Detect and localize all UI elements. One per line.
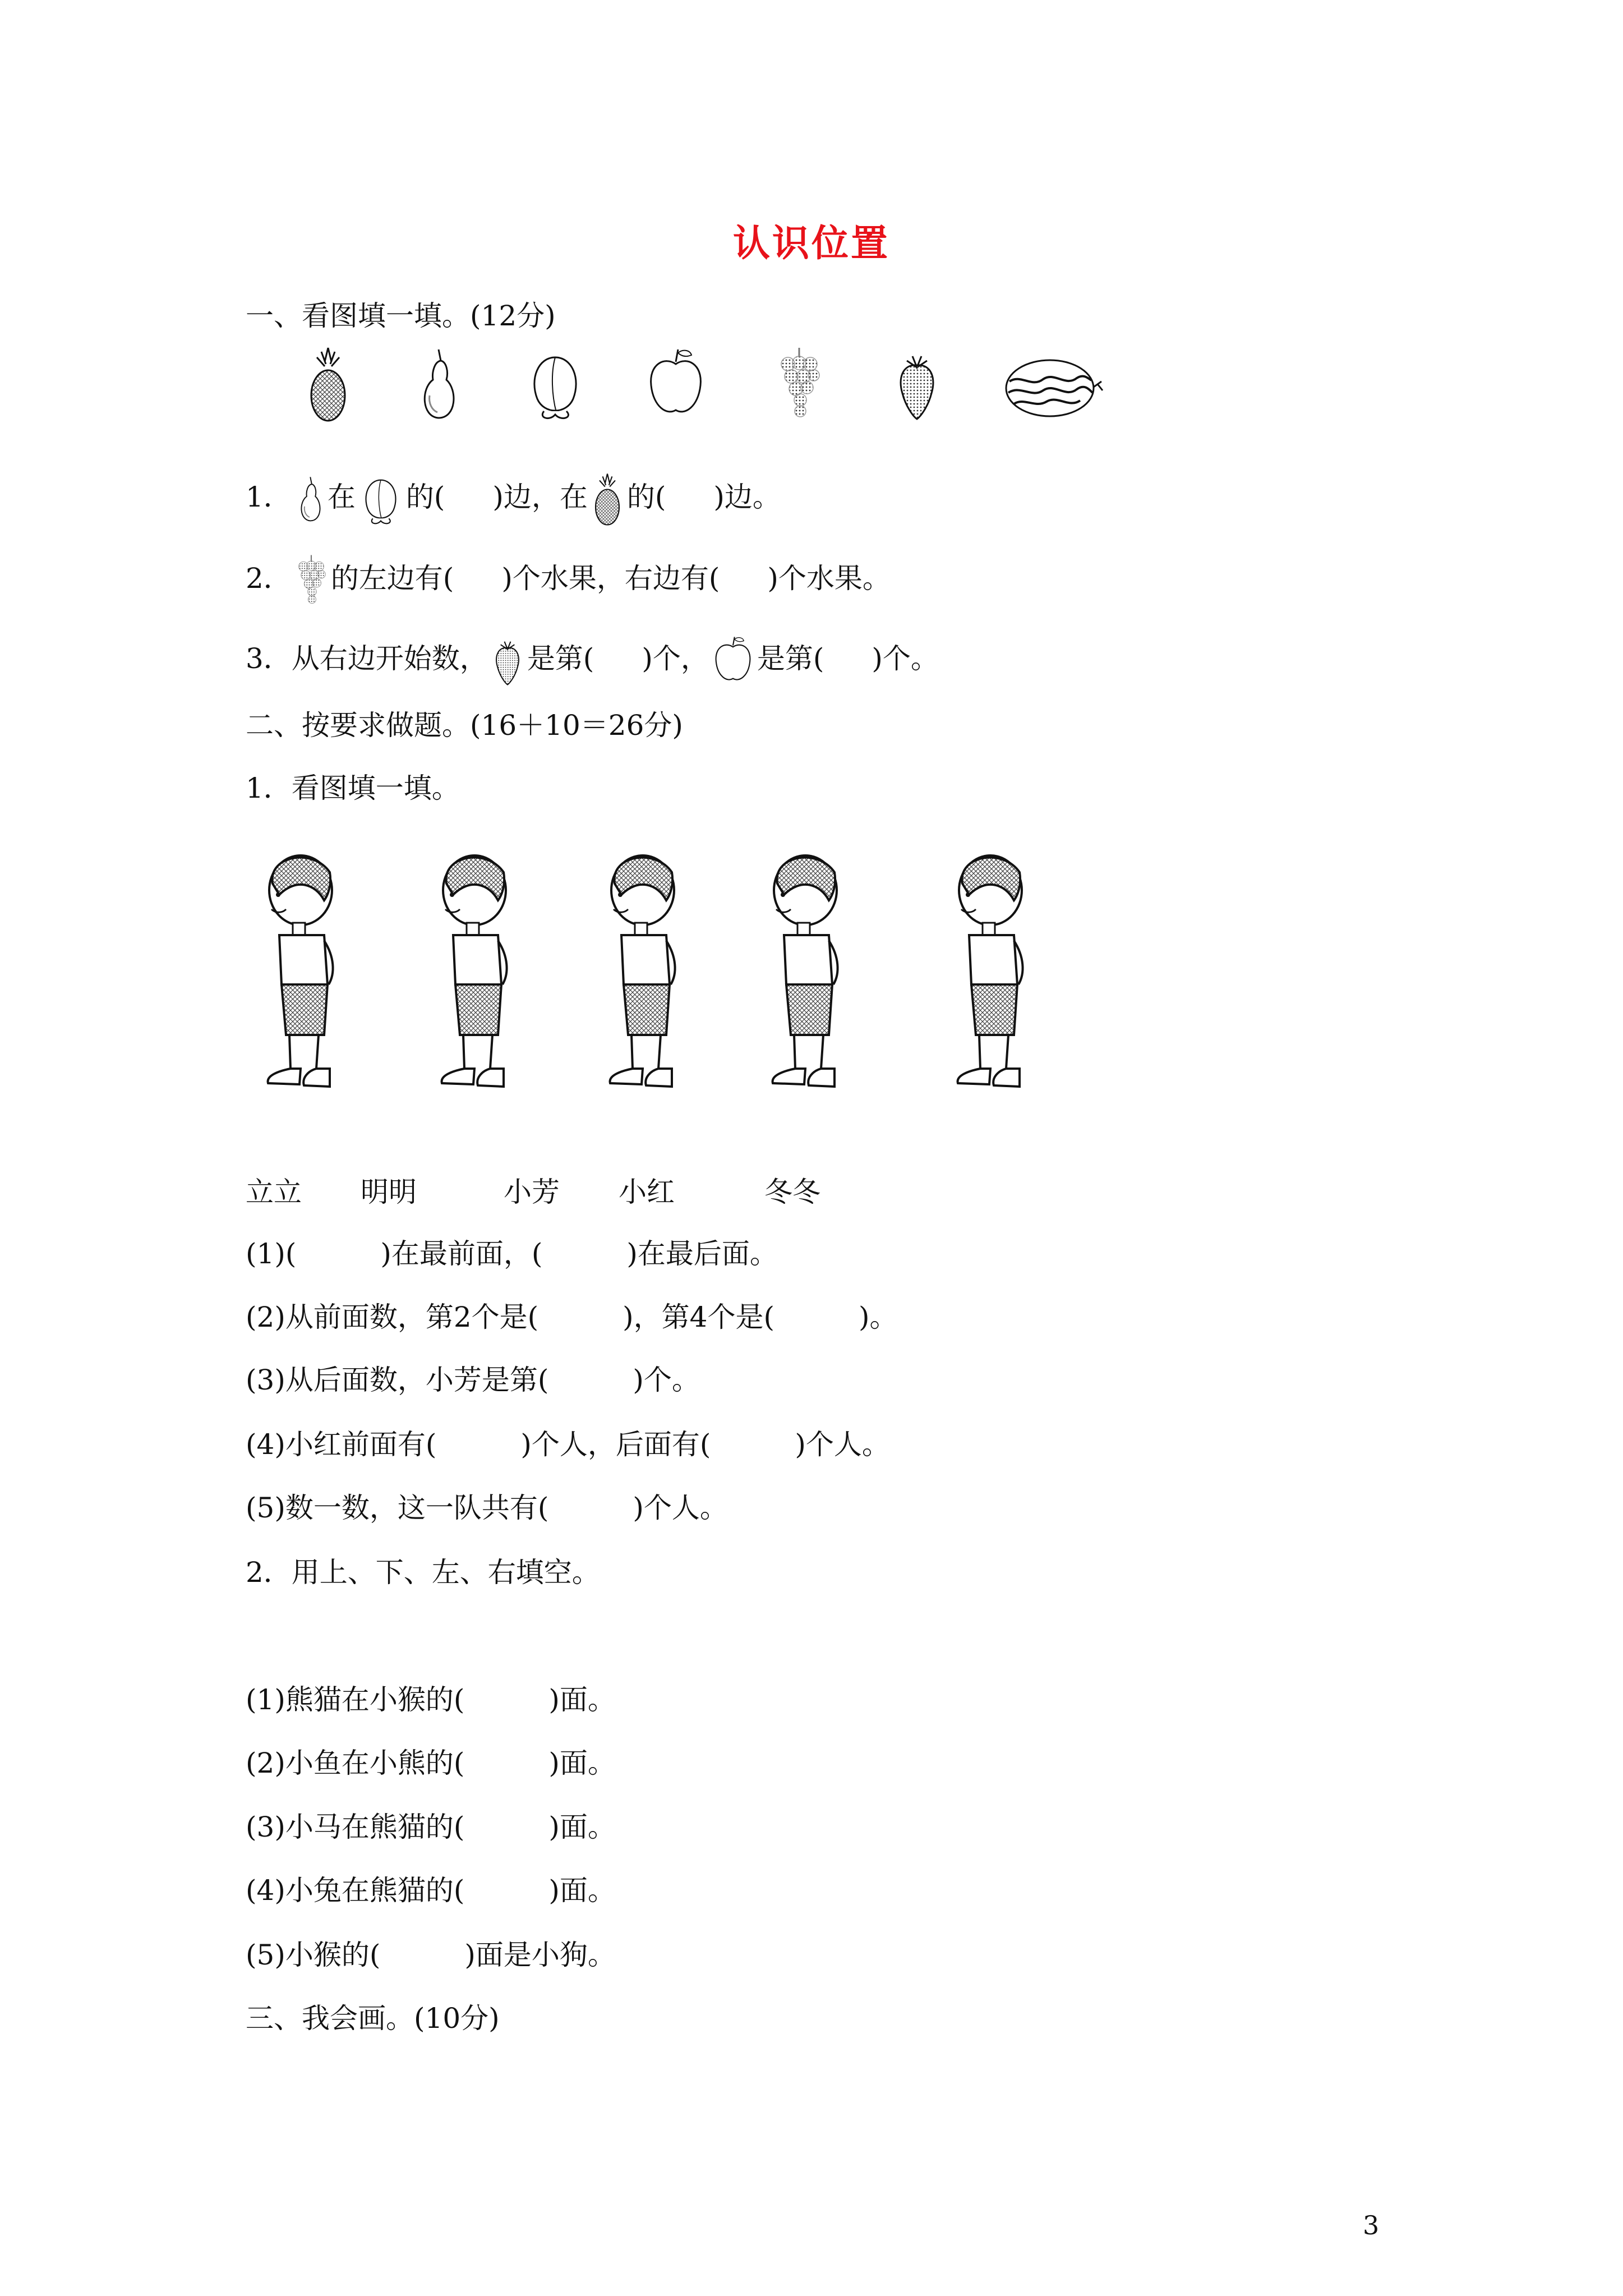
question-1-1: 1． 在 的( )边，在 的( )边。 bbox=[246, 471, 781, 527]
grapes-icon bbox=[771, 345, 827, 424]
question-2-1-4: (4)小红前面有( )个人，后面有( )个人。 bbox=[246, 1428, 890, 1461]
question-2-1-3: (3)从后面数，小芳是第( )个。 bbox=[246, 1364, 700, 1396]
name-label: 立立 bbox=[246, 1176, 302, 1208]
name-label: 明明 bbox=[361, 1176, 417, 1208]
grapes-icon bbox=[292, 553, 331, 609]
section2-heading: 二、按要求做题。(16＋10＝26分) bbox=[246, 709, 683, 742]
peach-icon bbox=[356, 471, 406, 527]
section3-heading: 三、我会画。(10分) bbox=[246, 2002, 500, 2035]
peach-icon bbox=[522, 345, 589, 424]
section1-heading: 一、看图填一填。(12分) bbox=[246, 300, 556, 332]
question-1-2: 2． 的左边有( )个水果，右边有( )个水果。 bbox=[246, 553, 891, 609]
question-2-2-3: (3)小马在熊猫的( )面。 bbox=[246, 1811, 616, 1843]
strawberry-icon bbox=[488, 634, 527, 688]
name-label: 冬冬 bbox=[764, 1176, 820, 1208]
apple-icon bbox=[709, 634, 757, 688]
pear-icon bbox=[292, 474, 328, 524]
part1-title: 1．看图填一填。 bbox=[246, 772, 460, 804]
kids-illustration bbox=[246, 844, 1087, 1147]
pear-icon bbox=[409, 345, 465, 424]
kid-xiaofang bbox=[588, 844, 700, 1102]
name-label: 小红 bbox=[619, 1176, 675, 1208]
kid-lili bbox=[246, 844, 358, 1102]
part2-title: 2．用上、下、左、右填空。 bbox=[246, 1556, 600, 1589]
kid-names bbox=[246, 1170, 1143, 1209]
pineapple-icon bbox=[588, 471, 627, 527]
question-2-2-4: (4)小兔在熊猫的( )面。 bbox=[246, 1874, 616, 1907]
kid-mingming bbox=[419, 844, 532, 1102]
question-2-2-1: (1)熊猫在小猴的( )面。 bbox=[246, 1683, 616, 1716]
watermelon-icon bbox=[1004, 353, 1105, 421]
kid-xiaohong bbox=[750, 844, 863, 1102]
fruit-row bbox=[300, 345, 1113, 440]
question-1-3: 3．从右边开始数， 是第( )个， 是第( )个。 bbox=[246, 634, 939, 688]
kid-dongdong bbox=[935, 844, 1048, 1102]
page-title: 认识位置 bbox=[733, 221, 890, 265]
question-2-2-5: (5)小猴的( )面是小狗。 bbox=[246, 1939, 616, 1971]
name-label: 小芳 bbox=[504, 1176, 560, 1208]
question-2-1-5: (5)数一数，这一队共有( )个人。 bbox=[246, 1492, 728, 1524]
strawberry-icon bbox=[889, 345, 945, 424]
question-2-1-2: (2)从前面数，第2个是( )，第4个是( )。 bbox=[246, 1301, 898, 1333]
pineapple-icon bbox=[300, 345, 356, 424]
question-2-1-1: (1)( )在最前面，( )在最后面。 bbox=[246, 1237, 778, 1270]
question-2-2-2: (2)小鱼在小熊的( )面。 bbox=[246, 1747, 616, 1779]
page-number: 3 bbox=[1363, 2210, 1380, 2240]
apple-icon bbox=[642, 345, 709, 424]
